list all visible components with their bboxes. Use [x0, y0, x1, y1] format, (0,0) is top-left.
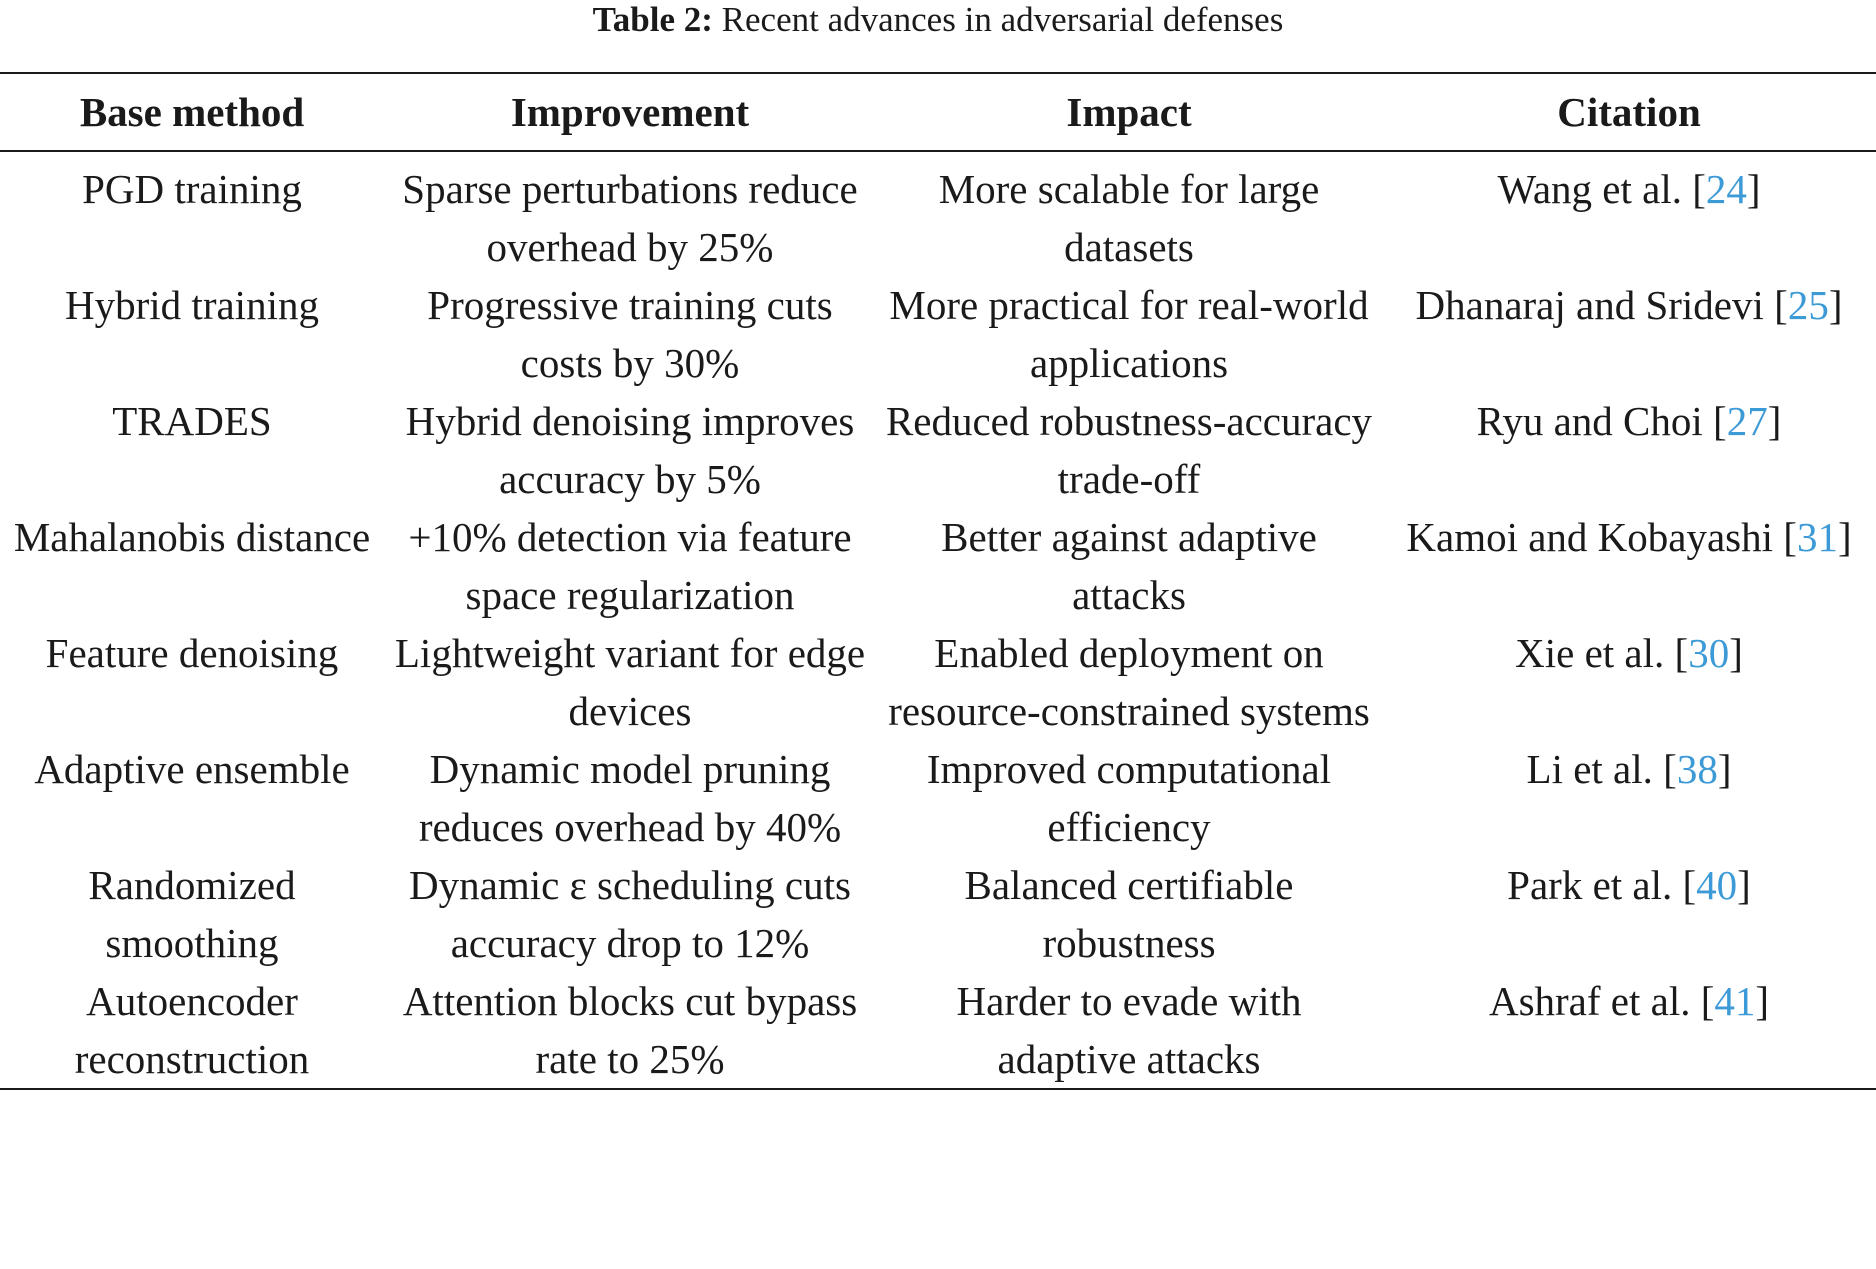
citation-ref-link[interactable]: 27 — [1726, 398, 1768, 444]
cell-impact: Harder to evade with adaptive attacks — [956, 978, 1302, 1082]
citation-ref-link[interactable]: 25 — [1787, 282, 1829, 328]
cell-impact: More practical for real-world applications — [889, 282, 1369, 386]
cell-impact: Reduced robustness-accuracy trade-off — [885, 398, 1373, 502]
table-row — [0, 392, 1876, 508]
caption-text: Recent advances in adversarial defenses — [712, 0, 1284, 39]
cell-citation: Li et al. [38] — [1526, 746, 1732, 792]
cell-citation: Xie et al. [30] — [1515, 630, 1743, 676]
table-row — [0, 276, 1876, 392]
cell-base-method: Mahalanobis distance — [13, 514, 371, 560]
cell-impact: Improved computational efficiency — [926, 746, 1332, 850]
table-row — [0, 740, 1876, 856]
citation-ref-link[interactable]: 30 — [1688, 630, 1730, 676]
citation-authors: Xie et al. — [1515, 630, 1675, 676]
cell-improvement: Dynamic ε scheduling cuts accuracy drop to 12% — [409, 862, 851, 966]
header-citation: Citation — [1557, 89, 1701, 135]
table-row — [0, 972, 1876, 1089]
cell-improvement: Progressive training cuts costs by 30% — [427, 282, 833, 386]
cell-impact: Enabled deployment on resource-constrained systems — [888, 630, 1370, 734]
cell-citation: Kamoi and Kobayashi [31] — [1406, 514, 1852, 560]
cell-impact: Balanced certifiable robustness — [964, 862, 1294, 966]
header-impact: Impact — [1066, 89, 1192, 135]
table-row — [0, 508, 1876, 624]
caption-label: Table 2: — [592, 0, 713, 39]
citation-authors: Li et al. — [1526, 746, 1664, 792]
cell-improvement: Sparse perturbations reduce overhead by 25% — [402, 166, 858, 270]
cell-citation: Wang et al. [24] — [1497, 166, 1761, 212]
cell-citation: Dhanaraj and Sridevi [25] — [1415, 282, 1843, 328]
defenses-table — [0, 72, 1876, 1090]
table-row — [0, 856, 1876, 972]
citation-authors: Dhanaraj and Sridevi — [1415, 282, 1775, 328]
citation-ref-link[interactable]: 41 — [1714, 978, 1756, 1024]
cell-improvement: Lightweight variant for edge devices — [394, 630, 866, 734]
cell-base-method: PGD training — [82, 166, 302, 212]
cell-base-method: Autoencoder reconstruction — [74, 978, 310, 1082]
citation-ref-link[interactable]: 40 — [1696, 862, 1738, 908]
cell-impact: Better against adaptive attacks — [941, 514, 1317, 618]
cell-citation: Ashraf et al. [41] — [1488, 978, 1770, 1024]
citation-authors: Ryu and Choi — [1476, 398, 1714, 444]
table-caption — [0, 0, 1876, 40]
header-improvement: Improvement — [510, 89, 750, 135]
cell-improvement: Hybrid denoising improves accuracy by 5% — [405, 398, 855, 502]
cell-citation: Ryu and Choi [27] — [1476, 398, 1782, 444]
citation-authors: Park et al. — [1507, 862, 1683, 908]
cell-base-method: Adaptive ensemble — [34, 746, 350, 792]
citation-authors: Ashraf et al. — [1488, 978, 1701, 1024]
citation-ref-link[interactable]: 24 — [1705, 166, 1747, 212]
table-row — [0, 624, 1876, 740]
header-row — [0, 73, 1876, 151]
citation-authors: Kamoi and Kobayashi — [1406, 514, 1784, 560]
citation-authors: Wang et al. — [1497, 166, 1693, 212]
cell-citation: Park et al. [40] — [1507, 862, 1751, 908]
cell-base-method: Feature denoising — [45, 630, 339, 676]
cell-improvement: Dynamic model pruning reduces overhead by 40% — [418, 746, 842, 850]
header-base-method: Base method — [79, 89, 305, 135]
cell-base-method: TRADES — [112, 398, 272, 444]
citation-ref-link[interactable]: 38 — [1676, 746, 1718, 792]
cell-base-method: Randomized smoothing — [88, 862, 296, 966]
cell-base-method: Hybrid training — [65, 282, 319, 328]
cell-impact: More scalable for large datasets — [938, 166, 1320, 270]
table-row — [0, 151, 1876, 276]
citation-ref-link[interactable]: 31 — [1796, 514, 1838, 560]
cell-improvement: Attention blocks cut bypass rate to 25% — [402, 978, 858, 1082]
cell-improvement: +10% detection via feature space regularization — [408, 514, 852, 618]
